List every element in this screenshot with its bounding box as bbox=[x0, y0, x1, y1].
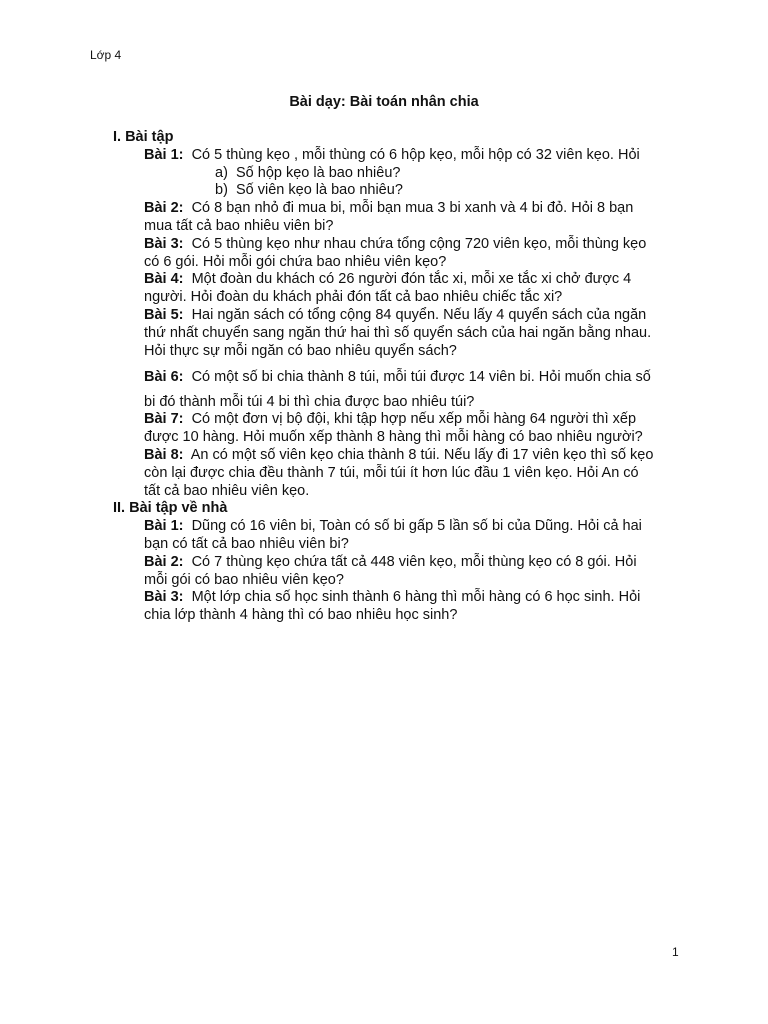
problem-line bbox=[113, 271, 653, 289]
problem-text: bạn có tất cả bao nhiêu viên bi? bbox=[144, 535, 349, 552]
problem-1 bbox=[113, 147, 653, 200]
problem-line bbox=[113, 554, 653, 572]
problem-line bbox=[113, 518, 653, 536]
document-title: Bài dạy: Bài toán nhân chia bbox=[289, 94, 479, 110]
problem-line bbox=[113, 589, 653, 607]
problem-label: Bài 3: bbox=[144, 589, 184, 606]
problem-text: Có 5 thùng kẹo , mỗi thùng có 6 hộp kẹo, mỗi hộp có 32 viên kẹo. Hỏi bbox=[191, 146, 640, 163]
problem-line bbox=[113, 254, 653, 272]
problem-line bbox=[113, 607, 653, 625]
problem-line bbox=[113, 307, 653, 325]
problem-label: Bài 2: bbox=[144, 553, 184, 570]
problem-line bbox=[113, 147, 653, 165]
problem-text: có 6 gói. Hỏi mỗi gói chứa bao nhiêu viên kẹo? bbox=[144, 253, 447, 270]
problem-text: thứ nhất chuyển sang ngăn thứ hai thì số quyển sách của hai ngăn bằng nhau. bbox=[144, 324, 652, 341]
problem-line bbox=[113, 411, 653, 429]
problem-7 bbox=[113, 411, 653, 447]
problem-line bbox=[113, 200, 653, 218]
problem-text: được 10 hàng. Hỏi muốn xếp thành 8 hàng thì mỗi hàng có bao nhiêu người? bbox=[144, 429, 643, 446]
problem-text: Có 7 thùng kẹo chứa tất cả 448 viên kẹo, mỗi thùng kẹo có 8 gói. Hỏi bbox=[191, 553, 637, 570]
problem-label: Bài 2: bbox=[144, 200, 184, 217]
problem-text: chia lớp thành 4 hàng thì có bao nhiêu học sinh? bbox=[144, 607, 458, 624]
problem-line bbox=[113, 236, 653, 254]
problem-4 bbox=[113, 271, 653, 307]
problem-line bbox=[113, 465, 653, 483]
problem-8 bbox=[113, 447, 653, 500]
problem-text: Có một số bi chia thành 8 túi, mỗi túi được 14 viên bi. Hỏi muốn chia số bbox=[191, 368, 651, 385]
problem-text: An có một số viên kẹo chia thành 8 túi. Nếu lấy đi 17 viên kẹo thì số kẹo bbox=[190, 446, 654, 463]
problem-text: mỗi gói có bao nhiêu viên kẹo? bbox=[144, 571, 344, 588]
problem-text: Có một đơn vị bộ đội, khi tập hợp nếu xếp mỗi hàng 64 người thì xếp bbox=[191, 411, 637, 428]
sub-marker: b) bbox=[215, 182, 228, 199]
problem-label: Bài 6: bbox=[144, 368, 184, 385]
problem-5 bbox=[113, 307, 653, 360]
problem-3 bbox=[113, 589, 653, 625]
problem-text: mua tất cả bao nhiêu viên bi? bbox=[144, 217, 334, 234]
document-body bbox=[113, 129, 653, 625]
problem-text: người. Hỏi đoàn du khách phải đón tất cả bao nhiêu chiếc tắc xi? bbox=[144, 289, 563, 306]
sub-text: Số viên kẹo là bao nhiêu? bbox=[236, 182, 403, 199]
problem-6 bbox=[113, 365, 653, 415]
problem-line bbox=[113, 365, 653, 390]
problem-label: Bài 5: bbox=[144, 306, 184, 323]
problem-line bbox=[113, 218, 653, 236]
problem-line bbox=[113, 536, 653, 554]
sub-text: Số hộp kẹo là bao nhiêu? bbox=[236, 164, 401, 181]
problem-2 bbox=[113, 554, 653, 590]
problem-1 bbox=[113, 518, 653, 554]
problem-label: Bài 4: bbox=[144, 271, 184, 288]
sub-question bbox=[113, 182, 653, 200]
problem-label: Bài 7: bbox=[144, 411, 184, 428]
section-1 bbox=[113, 129, 653, 500]
page-header: Lớp 4 bbox=[90, 48, 122, 62]
problem-line bbox=[113, 289, 653, 307]
problem-line bbox=[113, 572, 653, 590]
problem-line bbox=[113, 343, 653, 361]
problem-text: bi đó thành mỗi túi 4 bi thì chia được bao nhiêu túi? bbox=[144, 393, 475, 410]
problem-text: Có 5 thùng kẹo như nhau chứa tổng cộng 720 viên kẹo, mỗi thùng kẹo bbox=[191, 235, 647, 252]
problem-text: tất cả bao nhiêu viên kẹo. bbox=[144, 482, 310, 499]
section-heading: I. Bài tập bbox=[113, 129, 174, 145]
problem-line bbox=[113, 429, 653, 447]
sub-marker: a) bbox=[215, 164, 228, 181]
problem-text: Hỏi thực sự mỗi ngăn có bao nhiêu quyển sách? bbox=[144, 342, 457, 359]
page-number: 1 bbox=[672, 945, 679, 959]
problem-2 bbox=[113, 200, 653, 236]
problem-text: Một lớp chia số học sinh thành 6 hàng thì mỗi hàng có 6 học sinh. Hỏi bbox=[191, 589, 641, 606]
problem-line bbox=[113, 447, 653, 465]
problem-line bbox=[113, 325, 653, 343]
problem-text: Dũng có 16 viên bi, Toàn có số bi gấp 5 lần số bi của Dũng. Hỏi cả hai bbox=[191, 518, 642, 535]
problem-text: Một đoàn du khách có 26 người đón tắc xi, mỗi xe tắc xi chở được 4 bbox=[191, 271, 632, 288]
problem-text: Hai ngăn sách có tổng cộng 84 quyển. Nếu lấy 4 quyển sách của ngăn bbox=[191, 306, 647, 323]
problem-3 bbox=[113, 236, 653, 272]
problem-text: còn lại được chia đều thành 7 túi, mỗi túi ít hơn lúc đầu 1 viên kẹo. Hỏi An có bbox=[144, 464, 639, 481]
problem-line bbox=[113, 483, 653, 501]
section-2 bbox=[113, 500, 653, 625]
problem-label: Bài 1: bbox=[144, 146, 184, 163]
problem-label: Bài 1: bbox=[144, 518, 184, 535]
problem-text: Có 8 bạn nhỏ đi mua bi, mỗi bạn mua 3 bi xanh và 4 bi đỏ. Hỏi 8 bạn bbox=[191, 200, 634, 217]
sub-question bbox=[113, 165, 653, 183]
problem-label: Bài 3: bbox=[144, 235, 184, 252]
section-heading: II. Bài tập về nhà bbox=[113, 500, 228, 517]
problem-label: Bài 8: bbox=[144, 446, 184, 463]
